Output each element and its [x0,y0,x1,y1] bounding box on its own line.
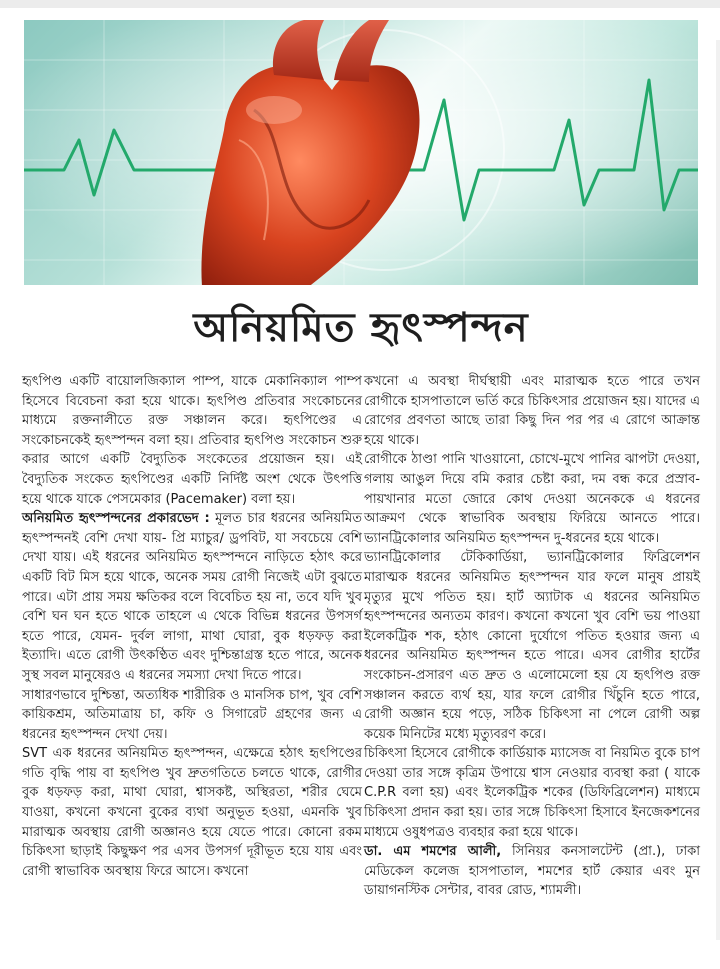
paragraph: কখনো এ অবস্থা দীর্ঘস্থায়ী এবং মারাত্মক হতে পারে তখন রোগীকে হাসপাতালে ভর্তি করে চিকিৎসার প্রয়োজন হয়। যাদের এ রোগের প্রবণতা আছে তারা কিছু দিন পর পর এ রোগে আক্রান্ত হয়ে থাকে। [364,374,700,448]
section-heading: অনিয়মিত হৃৎস্পন্দনের প্রকারভেদ : [22,511,210,527]
author-byline [364,842,700,901]
paragraph: সাধারণভাবে দুশ্চিন্তা, অত্যধিক শারীরিক ও মানসিক চাপ, খুব বেশি কায়িকশ্রম, অতিমাত্রায় চা, কফি ও সিগারেট গ্রহণের জন্য এ ধরনের হৃৎস্পন্দন দেখা দেয়। [22,687,362,742]
author-name: ডা. এম শমশের আলী, [364,844,502,860]
article-title: অনিয়মিত হৃৎস্পন্দন [193,303,529,351]
paragraph [22,509,362,685]
article-column-left [22,372,362,881]
heart-ecg-illustration [24,20,698,285]
paragraph: রোগীকে ঠাণ্ডা পানি খাওয়ানো, চোখে-মুখে পানির ঝাপটা দেওয়া, গলায় আঙুল দিয়ে বমি করার চেষ্টা করা, দম বন্ধ করে প্রস্রাব-পায়খানার মতো জোরে কোথ দেওয়া অনেককে এ ধরনের আক্রমণ থেকে স্বাভাবিক অবস্থায় ফিরিয়ে আনতে পারে। ভ্যানট্রিকোলার অনিয়মিত হৃৎস্পন্দন দু-ধরনের হয়ে থাকে। [364,452,700,546]
author-info: সিনিয়র কনসালটেন্ট (প্রা.), ঢাকা মেডিকেল কলেজ হাসপাতাল, শমশের হার্ট কেয়ার এবং মুন ডায়াগনস্টিক সেন্টার, বাবর রোড, শ্যামলী। [364,844,700,899]
paragraph-body: মূলত চার ধরনের অনিয়মিত হৃৎস্পন্দনই বেশি দেখা যায়- প্রি ম্যাচুর/ ড্রপবিট, যা সবচেয়ে বেশি দেখা যায়। এই ধরনের অনিয়মিত হৃৎস্পন্দনে নাড়িতে হঠাৎ করে একটি বিট মিস হয়ে থাকে, অনেক সময় রোগী নিজেই এটা বুঝতে পারে। এটা প্রায় সময় ক্ষতিকর বলে বিবেচিত হয় না, তবে যদি খুব বেশি ঘন ঘন হতে থাকে তাহলে এ থেকে বিভিন্ন ধরনের উপসর্গ হতে পারে, যেমন- দুর্বল লাগা, মাথা ঘোরা, বুক ধড়ফড় করা ইত্যাদি। এতে রোগী উৎকণ্ঠিত এবং দুশ্চিন্তাগ্রস্ত হতে পারে, অনেক সুস্থ সবল মানুষেরও এ ধরনের সমস্যা দেখা দিতে পারে। [22,511,362,683]
headline-container [24,296,698,362]
page-top-border [0,0,720,8]
paragraph: হৃৎপিণ্ড একটি বায়োলজিক্যাল পাম্প, যাকে মেকানিক্যাল পাম্প হিসেবে বিবেচনা করা হয়ে থাকে। হৃৎপিণ্ড প্রতিবার সংকোচনের মাধ্যমে রক্তনালীতে রক্ত সঞ্চালন করে। হৃৎপিণ্ডের এ সংকোচনকেই হৃৎস্পন্দন বলা হয়। প্রতিবার হৃৎপিণ্ড সংকোচন শুরু করার আগে একটি বৈদ্যুতিক সংকেতের প্রয়োজন হয়। এই বৈদ্যুতিক সংকেত হৃৎপিণ্ডের একটি নির্দিষ্ট অংশ থেকে উৎপত্তি হয়ে থাকে যাকে পেসমেকার (Pacemaker) বলা হয়। [22,374,362,507]
article-column-right [364,372,700,901]
paragraph: ভ্যানট্রিকোলার টেকিকার্ডিয়া, ভ্যানট্রিকোলার ফিব্রিলেশন মারাত্মক ধরনের অনিয়মিত হৃৎস্পন্দন যার ফলে মানুষ প্রায়ই মৃত্যুর মুখে পতিত হয়। হার্ট অ্যাটাক এ ধরনের অনিয়মিত হৃৎস্পন্দনের অন্যতম কারণ। কখনো কখনো খুব বেশি ভয় পাওয়া ইলেকট্রিক শক, হঠাৎ কোনো দুর্যোগে পতিত হওয়ার জন্য এ ধরনের অনিয়মিত হৃৎস্পন্দন হতে পারে। এসব রোগীর হার্টের সংকোচন-প্রসারণ এত দ্রুত ও এলোমেলো হয় যে হৃৎপিণ্ড রক্ত সঞ্চালন করতে ব্যর্থ হয়, যার ফলে রোগীর খিঁচুনি হতে পারে, রোগী অজ্ঞান হয়ে পড়ে, সঠিক চিকিৎসা না পেলে রোগী অল্প কয়েক মিনিটের মধ্যে মৃত্যুবরণ করে। [364,550,700,742]
heart-hero-image [24,20,698,285]
paragraph: চিকিৎসা হিসেবে রোগীকে কার্ডিয়াক ম্যাসেজ বা নিয়মিত বুকে চাপ দেওয়া তার সঙ্গে কৃত্রিম উপায়ে শ্বাস নেওয়ার ব্যবস্থা করা ( যাকে C.P.R বলা হয়) এবং ইলেকট্রিক শকের (ডিফিব্রিলেশন) মাধ্যমে চিকিৎসা প্রদান করা হয়। তার সঙ্গে চিকিৎসা হিসাবে ইনজেকশনের মাধ্যমে ওষুধপত্রও ব্যবহার করা হয়ে থাকে। [364,746,700,840]
page-right-edge [716,40,720,940]
paragraph: SVT এক ধরনের অনিয়মিত হৃৎস্পন্দন, এক্ষেত্রে হঠাৎ হৃৎপিণ্ডের গতি বৃদ্ধি পায় বা হৃৎপিণ্ড খুব দ্রুতগতিতে চলতে থাকে, রোগীর বুক ধড়ফড় করা, মাথা ঘোরা, শ্বাসকষ্ট, অস্থিরতা, শরীর ঘেমে যাওয়া, কখনো কখনো বুকের ব্যথা অনুভূত হওয়া, এমনকি খুব মারাত্মক অবস্থায় রোগী অজ্ঞানও হয়ে যেতে পারে। কোনো রকম চিকিৎসা ছাড়াই কিছুক্ষণ পর এসব উপসর্গ দূরীভূত হয়ে যায় এবং রোগী স্বাভাবিক অবস্থায় ফিরে আসে। কখনো [22,746,362,879]
